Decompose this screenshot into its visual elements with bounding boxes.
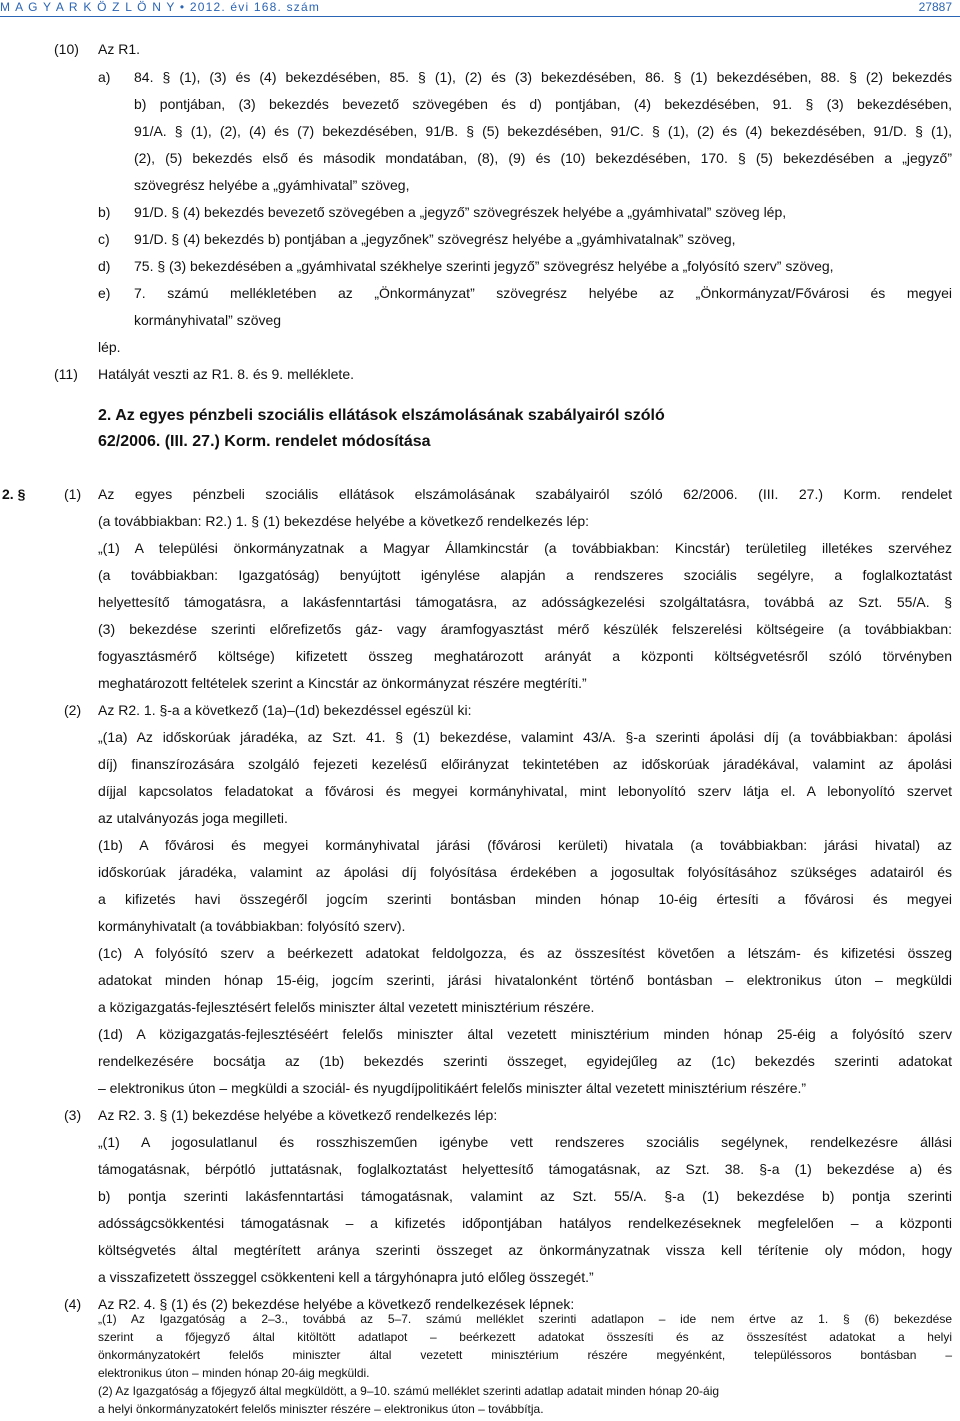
paragraph-4-line: „(1) Az Igazgatóság a 2–3., továbbá az 5–7. számú melléklet szerinti adatlapon – ide nem értve az 1. § (6) bekezdése (98, 1312, 952, 1326)
item-c-text: 91/D. § (4) bekezdés b) pontjában a „jegyzőnek” szövegrész helyébe a „gyámhivatalnak” szöveg, (134, 231, 736, 247)
paragraph-2-line: Az R2. 1. §-a a következő (1a)–(1d) bekezdéssel egészül ki: (98, 702, 472, 718)
paragraph-3-line: Az R2. 3. § (1) bekezdése helyébe a következő rendelkezés lép: (98, 1107, 498, 1123)
paragraph-4-line: a helyi önkormányzatokért felelős miniszter részére – elektronikus úton – továbbítja. (98, 1402, 544, 1416)
paragraph-4-line: Az R2. 4. § (1) és (2) bekezdése helyébe a következő rendelkezések lépnek: (98, 1296, 575, 1312)
paragraph-2-line: az utalványozás joga megilleti. (98, 810, 288, 826)
paragraph-1-line: helyettesítő támogatásra, a lakásfenntartási támogatásra, az adósságkezelési szolgáltatásra, továbbá az Szt. 55/A. § (98, 594, 952, 610)
item-a-label: a) (98, 69, 111, 85)
paragraph-1-line: (3) bekezdése szerinti előrefizetős gáz- vagy áramfogyasztást mérő készülék felszerelési költségeire (a továbbiakban: (98, 621, 952, 637)
item-e-line: kormányhivatal” szöveg (134, 312, 282, 328)
paragraph-11-number: (11) (54, 366, 78, 382)
paragraph-1-line: meghatározott feltételek szerint a Kincstár az önkormányzat részére megtéríti.” (98, 675, 587, 691)
paragraph-2-line: a közigazgatás-fejlesztésért felelős miniszter által vezetett minisztérium részére. (98, 999, 595, 1015)
paragraph-2-line: díjjal kapcsolatos feladatokat a fővárosi és megyei kormányhivatal, mint lebonyolító szerv látja el. A lebonyolító szervet (98, 783, 952, 799)
paragraph-2-line: (1d) A közigazgatás-fejlesztéséért felelős miniszter által vezetett minisztérium minden hónap 25-éig a folyósító szerv (98, 1026, 952, 1042)
paragraph-3-line: b) pontja szerinti lakásfenntartási támogatásnak, valamint az Szt. 55/A. §-a (1) bekezdése b) pontja szerinti (98, 1188, 952, 1204)
paragraph-2-line: rendelkezésére bocsátja az (1b) bekezdés szerinti összeget, egyidejűleg az (1c) bekezdés szerinti adatokat (98, 1053, 952, 1069)
paragraph-2-number: (2) (64, 702, 82, 718)
item-a-line: (2), (5) bekezdés első és második mondatában, (8), (9) és (10) bekezdésében, 170. § (5) bekezdésében a „jegyző” (134, 150, 952, 166)
paragraph-4-number: (4) (64, 1296, 82, 1312)
paragraph-2-line: kormányhivatalt (a továbbiakban: folyósító szerv). (98, 918, 406, 934)
paragraph-2-line: – elektronikus úton – megküldi a szociál- és nyugdíjpolitikáért felelős miniszter által vezetett minisztérium részére.” (98, 1080, 807, 1096)
item-b-label: b) (98, 204, 111, 220)
header-page-number: 27887 (918, 0, 952, 14)
paragraph-1-line: fogyasztásmérő költsége) kifizetett összeg meghatározott arányát a központi költségvetésről szóló törvényben (98, 648, 952, 664)
paragraph-4-line: szerint a főjegyző által kitöltött adatlapot – beérkezett adatokat összesíti és az összesítést adatokat a helyi (98, 1330, 952, 1344)
paragraph-2-line: adatokat minden hónap 15-éig, jogcím szerinti, járási hivatalonként történő bontásban – elektronikus úton – megküldi (98, 972, 952, 988)
paragraph-10-intro: Az R1. (98, 41, 141, 57)
item-e-line: 7. számú mellékletében az „Önkormányzat” szövegrész helyébe az „Önkormányzat/Fővárosi és megyei (134, 285, 952, 301)
paragraph-2-line: (1c) A folyósító szerv a beérkezett adatokat feldolgozza, és az összesítést követően a létszám- és kifizetési összeg (98, 945, 952, 961)
paragraph-3-number: (3) (64, 1107, 82, 1123)
section-label: 2. § (2, 486, 26, 502)
paragraph-1-line: „(1) A települési önkormányzatnak a Magyar Államkincstár (a továbbiakban: Kincstár) területileg illetékes szervéhez (98, 540, 952, 556)
item-d-text: 75. § (3) bekezdésében a „gyámhivatal székhelye szerinti jegyző” szövegrész helyébe a „folyósító szerv” szöveg, (134, 258, 834, 274)
paragraph-10-number: (10) (54, 41, 79, 57)
paragraph-2-line: (1b) A fővárosi és megyei kormányhivatal járási (fővárosi kerületi) hivatala (a továbbiakban: járási hivatal) az (98, 837, 952, 853)
paragraph-4-line: önkormányzatokért felelős miniszter által vezetett minisztérium részére megyénként, településsoros bontásban – (98, 1348, 952, 1362)
paragraph-3-line: költségvetés által megtérített aránya szerinti összeget az önkormányzatnak vissza kell térítenie oly módon, hogy (98, 1242, 952, 1258)
paragraph-2-line: díj) finanszírozására szolgáló fejezeti kezelésű előirányzat tekintetében az időskorúak járadékával, valamint az ápolási (98, 756, 952, 772)
paragraph-1-line: (a továbbiakban: Igazgatóság) benyújtott igénylése alapján a rendszeres szociális segélyre, a foglalkoztatást (98, 567, 952, 583)
paragraph-2-line: időskorúak járadéka, valamint az ápolási díj folyósítása érdekében a jogosultak folyósításához szükséges adatairól és (98, 864, 952, 880)
paragraph-3-line: támogatásnak, bérpótló juttatásnak, foglalkoztatást helyettesítő támogatásnak, az Szt. 38. §-a (1) bekezdése a) és (98, 1161, 952, 1177)
section-heading-line: 2. Az egyes pénzbeli szociális ellátások elszámolásának szabályairól szóló (98, 407, 665, 424)
paragraph-4-line: elektronikus úton – minden hónap 20-áig megküldi. (98, 1366, 370, 1380)
paragraph-3-line: a visszafizetett összeggel csökkenteni kell a tárgyhónapra jutó előleg összegét.” (98, 1269, 594, 1285)
page-header (0, 0, 960, 18)
paragraph-2-line: a kifizetés havi összegéről jogcím szerinti bontásban minden hónap 10-éig értesíti a fővárosi és megyei (98, 891, 952, 907)
paragraph-4-line: (2) Az Igazgatóság a főjegyző által megküldött, a 9–10. számú melléklet szerinti adatlap adatait minden hónap 20-áig (98, 1384, 720, 1398)
paragraph-10-closing: lép. (98, 339, 121, 355)
header-divider (0, 16, 960, 17)
section-heading-line: 62/2006. (III. 27.) Korm. rendelet módosítása (98, 433, 431, 450)
header-publication: M A G Y A R K Ö Z L Ö N Y • 2012. évi 168. szám (0, 0, 321, 14)
item-d-label: d) (98, 258, 111, 274)
item-e-label: e) (98, 285, 111, 301)
item-a-line: 84. § (1), (3) és (4) bekezdésében, 85. § (1), (2) és (3) bekezdésében, 86. § (1) bekezdésében, 88. § (2) bekezdés (134, 69, 952, 85)
paragraph-1-number: (1) (64, 486, 82, 502)
paragraph-3-line: adósságcsökkentési támogatásnak – a kifizetés időpontjában hatályos rendelkezéseknek megfelelően – a központi (98, 1215, 952, 1231)
paragraph-1-line: Az egyes pénzbeli szociális ellátások elszámolásának szabályairól szóló 62/2006. (III. 27.) Korm. rendelet (98, 486, 952, 502)
item-a-line: szövegrész helyébe a „gyámhivatal” szöveg, (134, 177, 410, 193)
item-b-text: 91/D. § (4) bekezdés bevezető szövegében a „jegyző” szövegrészek helyébe a „gyámhivatal” szöveg lép, (134, 204, 787, 220)
paragraph-11-text: Hatályát veszti az R1. 8. és 9. melléklete. (98, 366, 354, 382)
paragraph-2-line: „(1a) Az időskorúak járadéka, az Szt. 41. § (1) bekezdése, valamint 43/A. §-a szerinti ápolási díj (a továbbiakban: ápolási (98, 729, 952, 745)
item-c-label: c) (98, 231, 110, 247)
paragraph-1-line: (a továbbiakban: R2.) 1. § (1) bekezdése helyébe a következő rendelkezés lép: (98, 513, 590, 529)
item-a-line: b) pontjában, (3) bekezdés bevezető szövegében és d) pontjában, (4) bekezdésében, 91. § (3) bekezdésében, (134, 96, 952, 112)
paragraph-3-line: „(1) A jogosulatlanul és rosszhiszeműen igénybe vett rendszeres szociális segélynek, rendelkezésre állási (98, 1134, 952, 1150)
item-a-line: 91/A. § (1), (2), (4) és (7) bekezdésében, 91/B. § (5) bekezdésében, 91/C. § (1), (2) és (4) bekezdésében, 91/D. § (1), (134, 123, 952, 139)
